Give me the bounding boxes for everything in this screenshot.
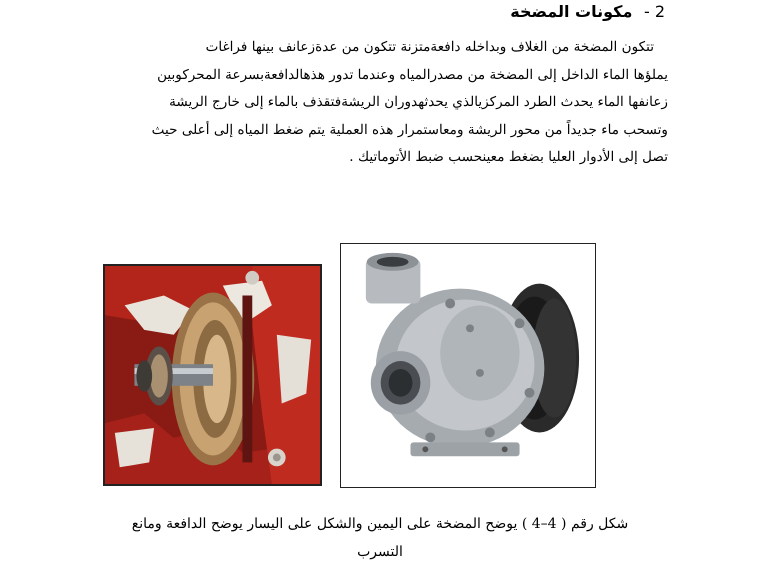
paragraph-line: يملؤها الماء الداخل إلى المضخة من مصدرالمياه وعندما تدور هذهالدافعةبسرعة المحركوبين [157, 66, 668, 83]
paragraph-line: وتسحب ماء جديداً من محور الريشة ومعاستمرار هذه العملية يتم ضغط المياه إلى أعلى حيث [151, 121, 668, 138]
caption-line: شكل رقم ( 4–4 ) يوضح المضخة على اليمين والشكل على اليسار يوضح الدافعة ومانع [131, 516, 629, 532]
figure-caption [100, 510, 660, 566]
centrifugal-pump-photo [340, 243, 596, 488]
section-number: 2 - [643, 2, 665, 21]
paragraph-line: تصل إلى الأدوار العليا بضغط معينحسب ضبط الأتوماتيك . [349, 149, 668, 166]
paragraph-line: تتكون المضخة من الغلاف وبداخله دافعةمتزنة تتكون من عدةزعانف بينها فراغات [205, 39, 654, 55]
section-heading [510, 2, 665, 21]
impeller-cross-section-image [103, 264, 322, 486]
paragraph-line: زعانفها الماء يحدث الطرد المركزيالذي يحدثهدوران الريشةفتقذف بالماء إلى خارج الريشة [169, 94, 668, 111]
caption-line: التسرب [357, 544, 403, 560]
body-paragraph [40, 34, 668, 172]
section-title: مكونات المضخة [510, 2, 633, 21]
